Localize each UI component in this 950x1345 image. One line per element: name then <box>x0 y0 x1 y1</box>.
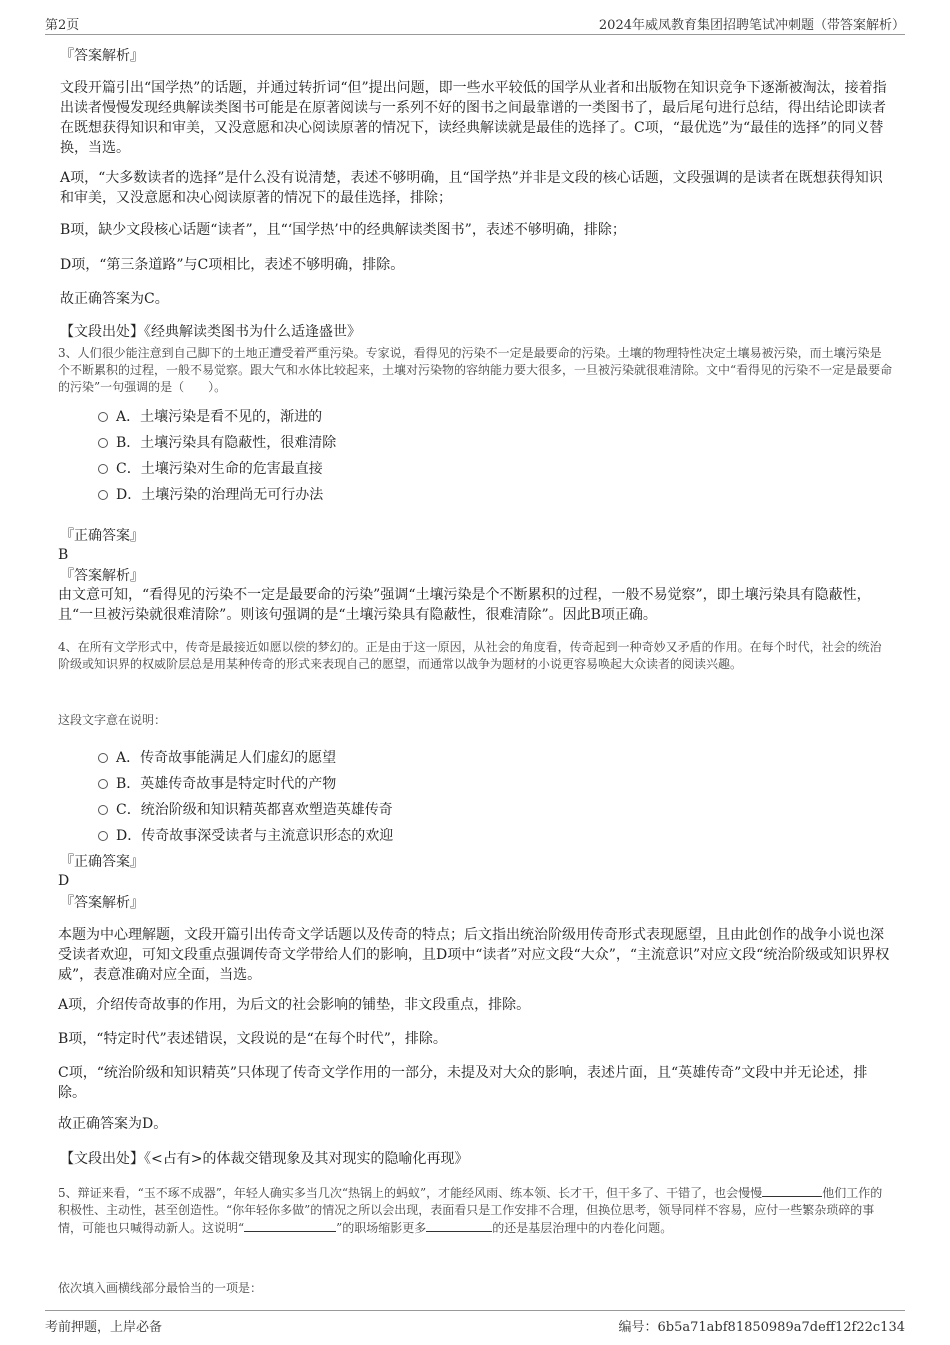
radio-icon[interactable] <box>98 753 108 763</box>
q4-answer-label: 『正确答案』 <box>60 854 144 870</box>
q4-answer-text: 故正确答案为D。 <box>58 1116 168 1132</box>
q2-option-d-analysis: D项，“第三条道路”与C项相比，表述不够明确，排除。 <box>60 257 405 273</box>
q2-option-b-analysis: B项，缺少文段核心话题“读者”，且“‘国学热’中的经典解读类图书”，表述不够明确，排除； <box>60 222 626 238</box>
q3-answer: B <box>58 547 69 563</box>
page-footer <box>45 1310 905 1337</box>
q4-option-c[interactable]: C．统治阶级和知识精英都喜欢塑造英雄传奇 <box>98 800 393 820</box>
q4-explanation-paragraph: 本题为中心理解题，文段开篇引出传奇文学话题以及传奇的特点；后文指出统治阶级用传奇形式表现愿望，且由此创作的战争小说也深受读者欢迎，可知文段重点强调传奇文学带给人们的影响，且D项中“读者”对应文段“大众”，“主流意识”对应文段“统治阶级或知识界权威”，表意准确对应全面，当选。 <box>58 927 890 983</box>
q4-option-b-analysis: B项，“特定时代”表述错误，文段说的是“在每个时代”，排除。 <box>58 1031 447 1047</box>
q3-stem: 3、人们很少能注意到自己脚下的土地正遭受着严重污染。专家说，看得见的污染不一定是最要命的污染。土壤的物理特性决定土壤易被污染，而土壤污染是个不断累积的过程，一般不易觉察。跟大气和水体比较起来，土壤对污染物的容纳能力要大很多，一旦被污染就很难清除。文中“看得见的污染不一定是最要命的污染”一句强调的是（ ）。 <box>58 346 893 394</box>
q2-option-a-analysis: A项，“大多数读者的选择”是什么没有说清楚，表述不够明确，且“国学热”并非是文段的核心话题，文段强调的是读者在既想获得知识和审美，又没意愿和决心阅读原著的情况下的最佳选择，排除； <box>60 170 883 206</box>
q4-option-a[interactable]: A．传奇故事能满足人们虚幻的愿望 <box>98 748 336 768</box>
q2-answer: 故正确答案为C。 <box>60 291 169 307</box>
radio-icon[interactable] <box>98 831 108 841</box>
q3-option-d[interactable]: D．土壤污染的治理尚无可行办法 <box>98 485 323 505</box>
q4-stem: 4、在所有文学形式中，传奇是最接近如愿以偿的梦幻的。正是由于这一原因，从社会的角度看，传奇起到一种奇妙又矛盾的作用。在每个时代，社会的统治阶级或知识界的权威阶层总是用某种传奇的形式来表现自己的愿望，而通常以战争为题材的小说更容易唤起大众读者的阅读兴趣。 <box>58 640 882 671</box>
q3-answer-label: 『正确答案』 <box>60 528 144 544</box>
q2-explanation-paragraph: 文段开篇引出“国学热”的话题，并通过转折词“但”提出问题，即一些水平较低的国学从业者和出版物在知识竞争下逐渐被淘汰，接着指出读者慢慢发现经典解读类图书可能是在原著阅读与一系列不好的图书之间最靠谱的一类图书了，最后尾句进行总结，得出结论即读者在既想获得知识和审美，又没意愿和决心阅读原著的情况下，读经典解读就是最佳的选择了。C项，“最优选”为“最佳的选择”的同义替换，当选。 <box>60 80 887 156</box>
q2-source: 【文段出处】《经典解读类图书为什么适逢盛世》 <box>60 324 361 340</box>
q4-option-a-analysis: A项，介绍传奇故事的作用，为后文的社会影响的铺垫，非文段重点，排除。 <box>58 997 531 1013</box>
radio-icon[interactable] <box>98 438 108 448</box>
q4-option-d[interactable]: D．传奇故事深受读者与主流意识形态的欢迎 <box>98 826 393 846</box>
q5-stem: 5、辩证来看，“玉不琢不成器”，年轻人确实多当几次“热锅上的蚂蚁”，才能经风雨、练本领、长才干，但干多了、干错了，也会慢慢 他们工作的积极性、主动性，甚至创造性。“你年轻你多做”的情况之所以会出现，表面看只是工作安排不合理，但换位思考，领导同样不容易，应付一些繁杂琐碎的事情，可能也只喊得动新人。这说明“ ”的职场缩影更多 的还是基层治理中的内卷化问题。 <box>58 1186 883 1235</box>
q4-option-b[interactable]: B．英雄传奇故事是特定时代的产物 <box>98 774 336 794</box>
radio-icon[interactable] <box>98 464 108 474</box>
page-number: 第2页 <box>45 18 80 33</box>
fill-blank-1[interactable] <box>762 1184 822 1197</box>
q4-explanation-label: 『答案解析』 <box>60 895 144 911</box>
radio-icon[interactable] <box>98 490 108 500</box>
q4-prompt: 这段文字意在说明： <box>58 713 167 727</box>
q3-explanation-label: 『答案解析』 <box>60 568 144 584</box>
q5-prompt: 依次填入画横线部分最恰当的一项是： <box>58 1281 263 1295</box>
document-id: 编号：6b5a71abf81850989a7deff12f22c134 <box>618 1320 905 1335</box>
radio-icon[interactable] <box>98 779 108 789</box>
q4-answer: D <box>58 873 70 889</box>
q3-option-c[interactable]: C．土壤污染对生命的危害最直接 <box>98 459 323 479</box>
q3-explanation: 由文意可知，“看得见的污染不一定是最要命的污染”强调“土壤污染是个不断累积的过程，一般不易觉察”，即土壤污染具有隐蔽性，且“一旦被污染就很难清除”。则该句强调的是“土壤污染具有隐蔽性，很难清除”。因此B项正确。 <box>58 587 871 623</box>
q3-option-a[interactable]: A．土壤污染是看不见的，渐进的 <box>98 407 322 427</box>
footer-slogan: 考前押题，上岸必备 <box>45 1320 163 1335</box>
radio-icon[interactable] <box>98 805 108 815</box>
fill-blank-2[interactable] <box>244 1219 336 1232</box>
page-header <box>45 12 905 35</box>
radio-icon[interactable] <box>98 412 108 422</box>
fill-blank-3[interactable] <box>426 1219 492 1232</box>
document-title: 2024年威凤教育集团招聘笔试冲刺题（带答案解析） <box>598 18 905 33</box>
q3-option-b[interactable]: B．土壤污染具有隐蔽性，很难清除 <box>98 433 336 453</box>
q4-source: 【文段出处】《<占有>的体裁交错现象及其对现实的隐喻化再现》 <box>60 1151 469 1167</box>
q2-explanation-label: 『答案解析』 <box>60 48 144 64</box>
q4-option-c-analysis: C项，“统治阶级和知识精英”只体现了传奇文学作用的一部分，未提及对大众的影响，表述片面，且“英雄传奇”文段中并无论述，排除。 <box>58 1065 868 1101</box>
